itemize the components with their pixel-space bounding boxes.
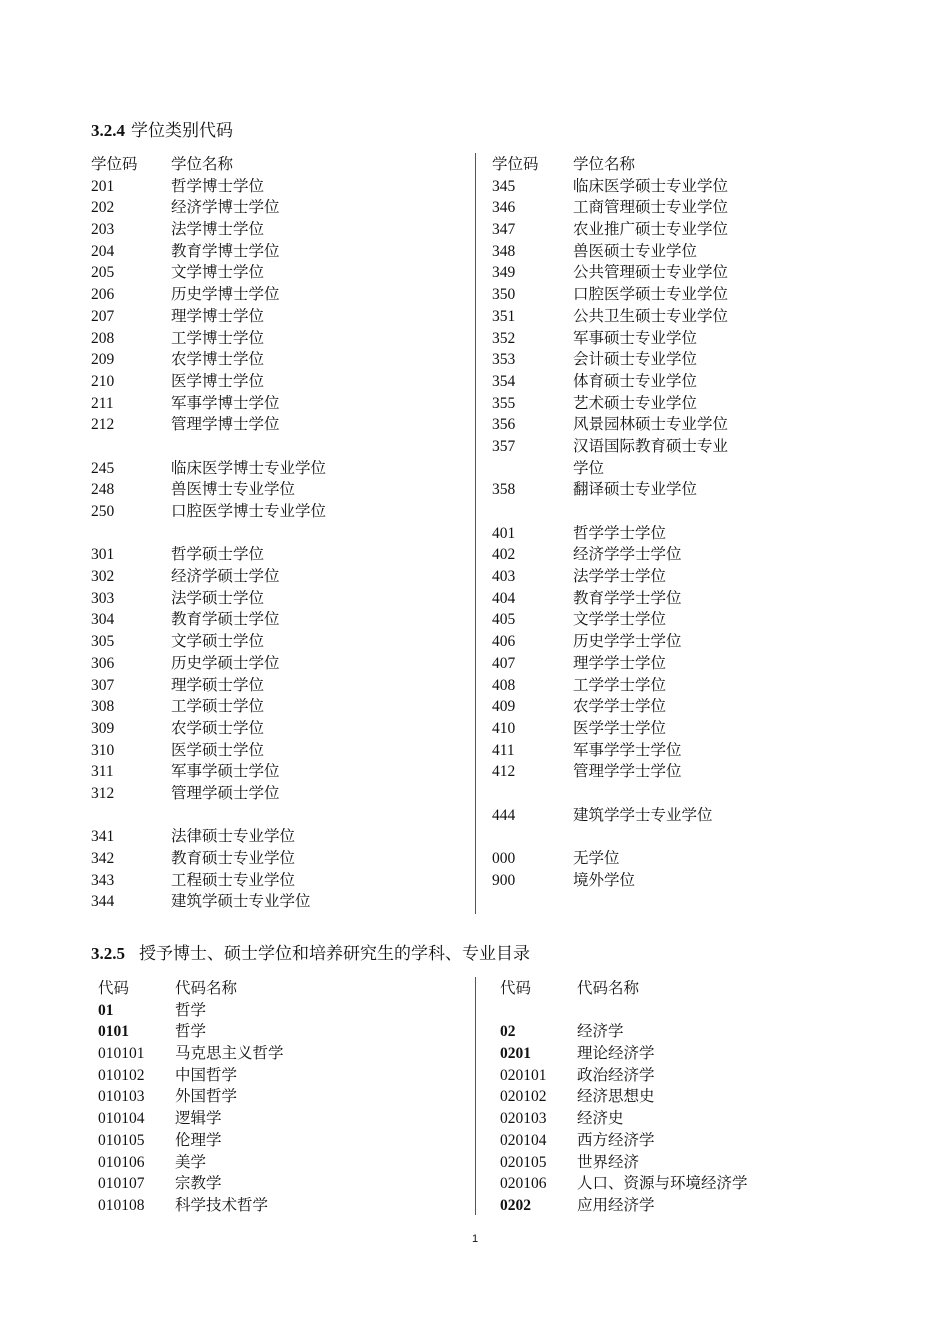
table-row [492, 523, 872, 545]
table-row [91, 870, 471, 892]
table-row [98, 1043, 468, 1065]
name-cell: 西方经济学 [577, 1131, 655, 1149]
name-cell: 建筑学学士专业学位 [573, 806, 713, 824]
column-header-code: 代码 [500, 980, 532, 997]
table-row [91, 696, 471, 718]
code-cell: 349 [492, 264, 516, 282]
code-cell: 306 [91, 654, 115, 672]
table-row [492, 501, 872, 523]
table-row [91, 371, 471, 393]
name-cell: 兽医博士专业学位 [171, 481, 296, 499]
table-row [91, 848, 471, 870]
name-cell: 理学硕士学位 [171, 676, 265, 694]
name-cell: 理学学士学位 [573, 654, 667, 672]
code-cell: 401 [492, 524, 516, 542]
table-row [91, 675, 471, 697]
name-cell: 文学硕士学位 [171, 633, 265, 651]
discipline-list-left [98, 978, 468, 1217]
table-row [492, 870, 872, 892]
table-row [91, 262, 471, 284]
table-row [492, 718, 872, 740]
code-cell: 310 [91, 741, 115, 759]
code-cell: 212 [91, 416, 115, 434]
name-cell: 管理学博士学位 [171, 416, 280, 434]
table-row [492, 176, 872, 198]
name-cell: 文学博士学位 [171, 264, 265, 282]
name-cell: 哲学学士学位 [573, 524, 667, 542]
table-row [492, 588, 872, 610]
table-row [492, 306, 872, 328]
code-cell: 309 [91, 719, 115, 737]
table-row [91, 197, 471, 219]
table-row [492, 349, 872, 371]
column-header-name: 学位名称 [573, 156, 636, 173]
name-cell: 农业推广硕士专业学位 [573, 221, 729, 239]
name-cell: 经济学学士学位 [573, 546, 682, 564]
name-cell: 军事学学士学位 [573, 741, 682, 759]
name-cell: 公共管理硕士专业学位 [573, 264, 729, 282]
code-cell: 303 [91, 589, 115, 607]
name-cell: 工商管理硕士专业学位 [573, 199, 729, 217]
name-cell: 历史学硕士学位 [171, 654, 280, 672]
table-row [91, 219, 471, 241]
table-row [500, 1086, 880, 1108]
column-header-code: 学位码 [91, 156, 138, 173]
name-cell: 农学硕士学位 [171, 719, 265, 737]
name-cell: 历史学博士学位 [171, 286, 280, 304]
code-cell: 0101 [98, 1023, 129, 1041]
name-cell: 口腔医学博士专业学位 [171, 503, 327, 520]
code-cell: 304 [91, 611, 115, 629]
code-cell: 342 [91, 850, 115, 867]
code-cell: 351 [492, 307, 516, 325]
name-cell: 世界经济 [577, 1153, 640, 1171]
name-cell: 法学硕士学位 [171, 589, 265, 607]
code-cell: 350 [492, 286, 516, 304]
column-header-name: 代码名称 [577, 980, 640, 997]
code-cell: 307 [91, 676, 115, 694]
code-cell: 010103 [98, 1088, 145, 1106]
name-cell: 历史学学士学位 [573, 633, 682, 651]
code-cell: 311 [91, 763, 114, 781]
name-cell: 风景园林硕士专业学位 [573, 416, 729, 434]
discipline-list-right [500, 978, 880, 1217]
degree-code-list-right [492, 154, 872, 891]
code-cell: 010101 [98, 1045, 145, 1063]
name-cell: 工程硕士专业学位 [171, 871, 296, 889]
code-cell: 203 [91, 221, 115, 239]
code-cell: 354 [492, 372, 516, 390]
code-cell: 308 [91, 698, 115, 716]
column-header-code: 代码 [98, 980, 130, 997]
name-cell: 伦理学 [175, 1131, 222, 1149]
name-cell: 建筑学硕士专业学位 [171, 893, 311, 911]
name-cell: 哲学硕士学位 [171, 546, 265, 564]
code-cell: 02 [500, 1023, 516, 1041]
code-cell: 341 [91, 828, 115, 846]
name-cell: 军事学博士学位 [171, 394, 280, 412]
code-cell: 348 [492, 242, 516, 260]
table-row [91, 436, 471, 458]
name-cell: 经济史 [577, 1110, 624, 1128]
name-cell: 会计硕士专业学位 [573, 351, 698, 369]
code-cell: 204 [91, 242, 115, 260]
table-row [91, 479, 471, 501]
code-cell: 444 [492, 806, 516, 824]
table-header-row [492, 154, 872, 176]
section-number: 3.2.5 [91, 944, 125, 963]
name-cell: 理学博士学位 [171, 307, 265, 325]
name-cell: 经济学硕士学位 [171, 568, 280, 586]
table-row [91, 740, 471, 762]
name-cell: 教育学学士学位 [573, 589, 682, 607]
table-row [91, 176, 471, 198]
name-cell: 法学学士学位 [573, 568, 667, 586]
table-row [91, 653, 471, 675]
table-header-row [91, 154, 471, 176]
code-cell: 245 [91, 459, 115, 477]
table-header-row [500, 978, 880, 1000]
name-cell: 体育硕士专业学位 [573, 372, 698, 390]
code-cell: 020102 [500, 1088, 547, 1106]
code-cell: 010105 [98, 1131, 145, 1149]
name-cell: 教育硕士专业学位 [171, 850, 296, 867]
code-cell: 412 [492, 763, 516, 781]
code-cell: 020101 [500, 1066, 547, 1084]
name-cell: 理论经济学 [577, 1045, 655, 1063]
name-cell: 中国哲学 [175, 1066, 238, 1084]
table-row [91, 718, 471, 740]
name-cell: 哲学 [175, 1001, 207, 1019]
table-row [98, 1000, 468, 1022]
code-cell: 405 [492, 611, 516, 629]
table-row [500, 1000, 880, 1022]
code-cell: 403 [492, 568, 516, 586]
table-row [91, 891, 471, 913]
name-cell: 无学位 [573, 850, 620, 867]
name-cell: 工学学士学位 [573, 676, 667, 694]
section-heading-degree-types [91, 120, 233, 142]
name-cell: 科学技术哲学 [175, 1196, 269, 1214]
table-row [91, 284, 471, 306]
table-row [91, 458, 471, 480]
table-row [91, 349, 471, 371]
name-cell: 学位 [573, 459, 605, 477]
code-cell: 302 [91, 568, 115, 586]
table-row [492, 675, 872, 697]
table-row [500, 1065, 880, 1087]
name-cell: 逻辑学 [175, 1110, 222, 1128]
table-row [91, 501, 471, 523]
code-cell: 352 [492, 329, 516, 347]
table-row [91, 609, 471, 631]
code-cell: 209 [91, 351, 115, 369]
table-row [492, 241, 872, 263]
code-cell: 020103 [500, 1110, 547, 1128]
table-row [91, 393, 471, 415]
name-cell: 哲学博士学位 [171, 177, 265, 195]
code-cell: 312 [91, 784, 115, 802]
table-row [492, 848, 872, 870]
code-cell: 900 [492, 871, 516, 889]
name-cell: 境外学位 [573, 871, 636, 889]
code-cell: 248 [91, 481, 115, 499]
code-cell: 356 [492, 416, 516, 434]
code-cell: 305 [91, 633, 115, 651]
code-cell: 206 [91, 286, 115, 304]
code-cell: 01 [98, 1001, 114, 1019]
name-cell: 教育学博士学位 [171, 242, 280, 260]
table-row [98, 1195, 468, 1217]
code-cell: 357 [492, 437, 516, 455]
code-cell: 010104 [98, 1110, 145, 1128]
code-cell: 020104 [500, 1131, 547, 1149]
name-cell: 哲学 [175, 1023, 207, 1041]
table-row [492, 653, 872, 675]
code-cell: 301 [91, 546, 115, 564]
code-cell: 406 [492, 633, 516, 651]
code-cell: 211 [91, 394, 114, 412]
code-cell: 202 [91, 199, 115, 217]
name-cell: 法学博士学位 [171, 221, 265, 239]
name-cell: 农学博士学位 [171, 351, 265, 369]
name-cell: 经济思想史 [577, 1088, 655, 1106]
name-cell: 汉语国际教育硕士专业 [573, 437, 729, 455]
column-divider [475, 977, 476, 1215]
table-row [91, 566, 471, 588]
table-row [91, 783, 471, 805]
code-cell: 404 [492, 589, 516, 607]
table-row [500, 1173, 880, 1195]
code-cell: 201 [91, 177, 115, 195]
name-cell: 美学 [175, 1153, 207, 1171]
table-row [492, 631, 872, 653]
table-row [91, 414, 471, 436]
table-row [492, 328, 872, 350]
name-cell: 马克思主义哲学 [175, 1045, 284, 1063]
name-cell: 农学学士学位 [573, 698, 667, 716]
code-cell: 205 [91, 264, 115, 282]
name-cell: 兽医硕士专业学位 [573, 242, 698, 260]
name-cell: 医学学士学位 [573, 719, 667, 737]
code-cell: 407 [492, 654, 516, 672]
code-cell: 346 [492, 199, 516, 217]
code-cell: 358 [492, 481, 516, 499]
table-row [500, 1021, 880, 1043]
name-cell: 临床医学博士专业学位 [171, 459, 327, 477]
column-header-name: 学位名称 [171, 156, 234, 173]
table-header-row [98, 978, 468, 1000]
name-cell: 工学博士学位 [171, 329, 265, 347]
name-cell: 公共卫生硕士专业学位 [573, 307, 729, 325]
name-cell: 政治经济学 [577, 1066, 655, 1084]
table-row [492, 761, 872, 783]
table-row [98, 1021, 468, 1043]
table-row [500, 1130, 880, 1152]
table-row [492, 696, 872, 718]
table-row [91, 544, 471, 566]
table-row [492, 566, 872, 588]
table-row [492, 436, 872, 458]
table-row [492, 219, 872, 241]
table-row [91, 523, 471, 545]
column-header-name: 代码名称 [175, 980, 238, 997]
code-cell: 402 [492, 546, 516, 564]
table-row [492, 783, 872, 805]
name-cell: 人口、资源与环境经济学 [577, 1175, 748, 1193]
table-row [91, 241, 471, 263]
name-cell: 应用经济学 [577, 1196, 655, 1214]
table-row [91, 761, 471, 783]
section-number: 3.2.4 [91, 121, 125, 140]
code-cell: 010102 [98, 1066, 145, 1084]
table-row [492, 544, 872, 566]
table-row [492, 458, 872, 480]
code-cell: 411 [492, 741, 515, 759]
name-cell: 医学硕士学位 [171, 741, 265, 759]
code-cell: 010107 [98, 1175, 145, 1193]
name-cell: 管理学硕士学位 [171, 784, 280, 802]
name-cell: 军事硕士专业学位 [573, 329, 698, 347]
table-row [492, 609, 872, 631]
code-cell: 210 [91, 372, 115, 390]
code-cell: 344 [91, 893, 115, 911]
table-row [492, 414, 872, 436]
name-cell: 翻译硕士专业学位 [573, 481, 698, 499]
table-row [492, 479, 872, 501]
code-cell: 343 [91, 871, 115, 889]
name-cell: 宗教学 [175, 1175, 222, 1193]
name-cell: 外国哲学 [175, 1088, 238, 1106]
section-title: 学位类别代码 [131, 121, 233, 140]
table-row [98, 1108, 468, 1130]
code-cell: 207 [91, 307, 115, 325]
name-cell: 经济学博士学位 [171, 199, 280, 217]
name-cell: 工学硕士学位 [171, 698, 265, 716]
code-cell: 250 [91, 503, 115, 520]
code-cell: 408 [492, 676, 516, 694]
name-cell: 临床医学硕士专业学位 [573, 177, 729, 195]
table-row [91, 805, 471, 827]
table-row [98, 1065, 468, 1087]
name-cell: 经济学 [577, 1023, 624, 1041]
table-row [500, 1108, 880, 1130]
page-number: 1 [471, 1233, 479, 1245]
column-divider [475, 153, 476, 914]
table-row [492, 393, 872, 415]
name-cell: 口腔医学硕士专业学位 [573, 286, 729, 304]
section-title: 授予博士、硕士学位和培养研究生的学科、专业目录 [139, 944, 530, 963]
degree-code-list-left [91, 154, 471, 913]
code-cell: 353 [492, 351, 516, 369]
table-row [492, 371, 872, 393]
name-cell: 文学学士学位 [573, 611, 667, 629]
table-row [492, 262, 872, 284]
code-cell: 355 [492, 394, 516, 412]
code-cell: 345 [492, 177, 516, 195]
name-cell: 管理学学士学位 [573, 763, 682, 781]
column-header-code: 学位码 [492, 156, 539, 173]
code-cell: 0202 [500, 1196, 531, 1214]
table-row [91, 631, 471, 653]
table-row [492, 284, 872, 306]
table-row [98, 1152, 468, 1174]
table-row [98, 1130, 468, 1152]
table-row [98, 1173, 468, 1195]
table-row [492, 197, 872, 219]
name-cell: 教育学硕士学位 [171, 611, 280, 629]
code-cell: 010108 [98, 1196, 145, 1214]
code-cell: 010106 [98, 1153, 145, 1171]
table-row [500, 1043, 880, 1065]
table-row [492, 740, 872, 762]
section-heading-discipline-catalog [91, 943, 530, 965]
table-row [91, 826, 471, 848]
table-row [98, 1086, 468, 1108]
table-row [500, 1152, 880, 1174]
code-cell: 410 [492, 719, 516, 737]
code-cell: 020106 [500, 1175, 547, 1193]
table-row [91, 328, 471, 350]
name-cell: 军事学硕士学位 [171, 763, 280, 781]
name-cell: 医学博士学位 [171, 372, 265, 390]
table-row [492, 805, 872, 827]
name-cell: 法律硕士专业学位 [171, 828, 296, 846]
table-row [91, 306, 471, 328]
code-cell: 000 [492, 850, 516, 867]
code-cell: 409 [492, 698, 516, 716]
table-row [91, 588, 471, 610]
table-row [500, 1195, 880, 1217]
name-cell: 艺术硕士专业学位 [573, 394, 698, 412]
code-cell: 020105 [500, 1153, 547, 1171]
code-cell: 347 [492, 221, 516, 239]
code-cell: 0201 [500, 1045, 531, 1063]
code-cell: 208 [91, 329, 115, 347]
table-row [492, 826, 872, 848]
